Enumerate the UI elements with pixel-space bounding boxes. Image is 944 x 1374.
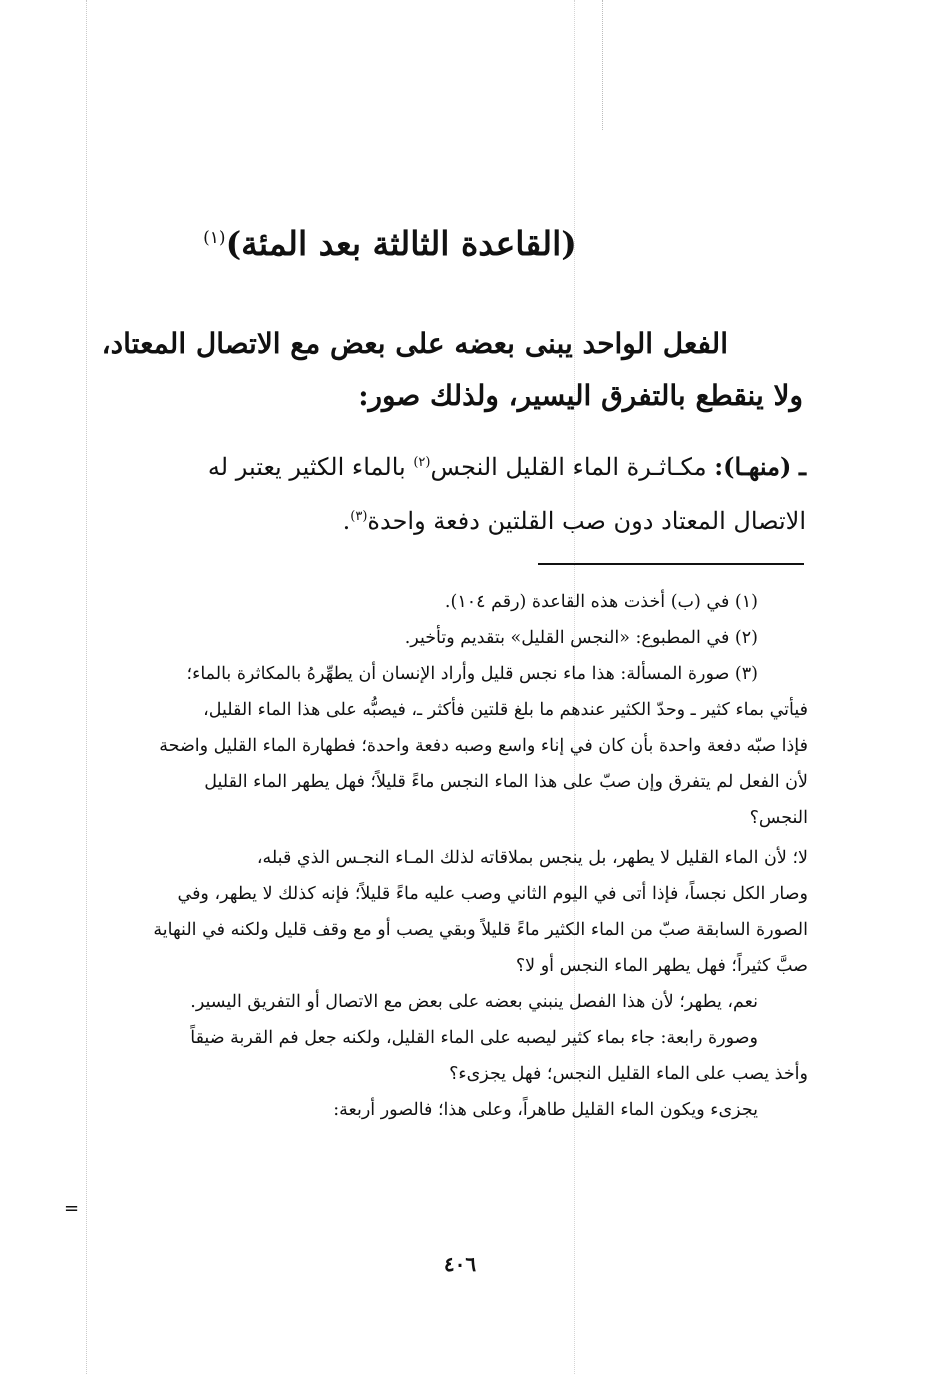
scan-artifact-line — [602, 0, 603, 130]
footnotes — [86, 584, 808, 1128]
bullet-dash: ـ — [798, 452, 806, 481]
footnote-1: (١) في (ب) أخذت هذه القاعدة (رقم ١٠٤). — [444, 592, 758, 612]
footnote-3-line: فيأتي بماء كثير ـ وحدّ الكثير عندهم ما بلغ قلتين فأكثر ـ، فيصبُّه على هذا الماء القليل، — [203, 700, 808, 720]
rule-statement-line-1: الفعل الواحد يبنى بعضه على بعض مع الاتصال المعتاد، — [101, 327, 728, 360]
body-line-1-rest: بالماء الكثير يعتبر له — [207, 453, 406, 481]
page-number: ٤٠٦ — [443, 1252, 477, 1276]
footnote-paragraph-2-line: لا؛ لأن الماء القليل لا يطهر، بل ينجس بملاقاته لذلك المـاء النجـس الذي قبله، — [256, 848, 808, 868]
rule-statement-line-2: ولا ينقطع بالتفرق اليسير، ولذلك صور: — [358, 379, 803, 412]
footnote-3-line: فإذا صبّه دفعة واحدة بأن كان في إناء واسع وصبه دفعة واحدة؛ فطهارة الماء القليل واضحة — [159, 736, 808, 756]
body-line-1 — [86, 438, 806, 492]
rule-statement — [88, 318, 803, 422]
footnote-ref-3: (٣) — [350, 509, 368, 524]
footnote-paragraph-2-line: صبَّ كثيراً؛ فهل يطهر الماء النجس أو لا؟ — [515, 956, 808, 976]
footnote-paragraph-4-line: وصورة رابعة: جاء بماء كثير ليصبه على الماء القليل، ولكنه جعل فم القربة ضيقاً — [190, 1028, 758, 1048]
footnote-paragraph-3: نعم، يطهر؛ لأن هذا الفصل ينبني بعضه على بعض مع الاتصال أو التفريق اليسير. — [190, 992, 758, 1012]
footnote-divider — [538, 563, 804, 565]
footnote-3-line: النجس؟ — [749, 808, 808, 828]
rule-title-text: (القاعدة الثالثة بعد المئة) — [225, 224, 577, 263]
body-line-2-end: . — [342, 507, 351, 535]
footnote-3-line: لأن الفعل لم يتفرق وإن صبّ على هذا الماء النجس ماءً قليلاً؛ فهل يطهر الماء القليل — [204, 772, 808, 792]
footnote-paragraph-5: يجزىء ويكون الماء القليل طاهراً، وعلى هذا؛ فالصور أربعة: — [333, 1100, 758, 1120]
footnote-paragraph-2-line: الصورة السابقة صبّ من الماء الكثير ماءً قليلاً وبقي يصب أو مع وقف قليل ولكنه في النهاية — [153, 920, 808, 940]
body-paragraph — [86, 438, 806, 546]
body-line-2-text: الاتصال المعتاد دون صب القلتين دفعة واحدة — [367, 507, 806, 535]
footnote-2: (٢) في المطبوع: «النجس القليل» بتقديم وتأخير. — [404, 628, 758, 648]
continuation-mark: = — [64, 1198, 80, 1219]
body-line-2 — [86, 492, 806, 546]
footnote-paragraph-2-line: وصار الكل نجساً، فإذا أتى في اليوم الثاني وصب عليه ماءً قليلاً؛ فإنه كذلك لا يطهر، وفي — [177, 884, 808, 904]
footnote-ref-2: (٢) — [413, 455, 431, 470]
footnote-3-line: (٣) صورة المسألة: هذا ماء نجس قليل وأراد الإنسان أن يطهِّرهُ بالمكاثرة بالماء؛ — [186, 664, 758, 684]
title-footnote-ref: (١) — [203, 228, 226, 248]
footnote-paragraph-4-line: وأخذ يصب على الماء القليل النجس؛ فهل يجزىء؟ — [449, 1064, 808, 1084]
rule-title — [150, 212, 630, 270]
body-line-1-text: مكـاثـرة الماء القليل النجس — [430, 453, 707, 481]
example-label: (منهـا): — [714, 452, 792, 481]
